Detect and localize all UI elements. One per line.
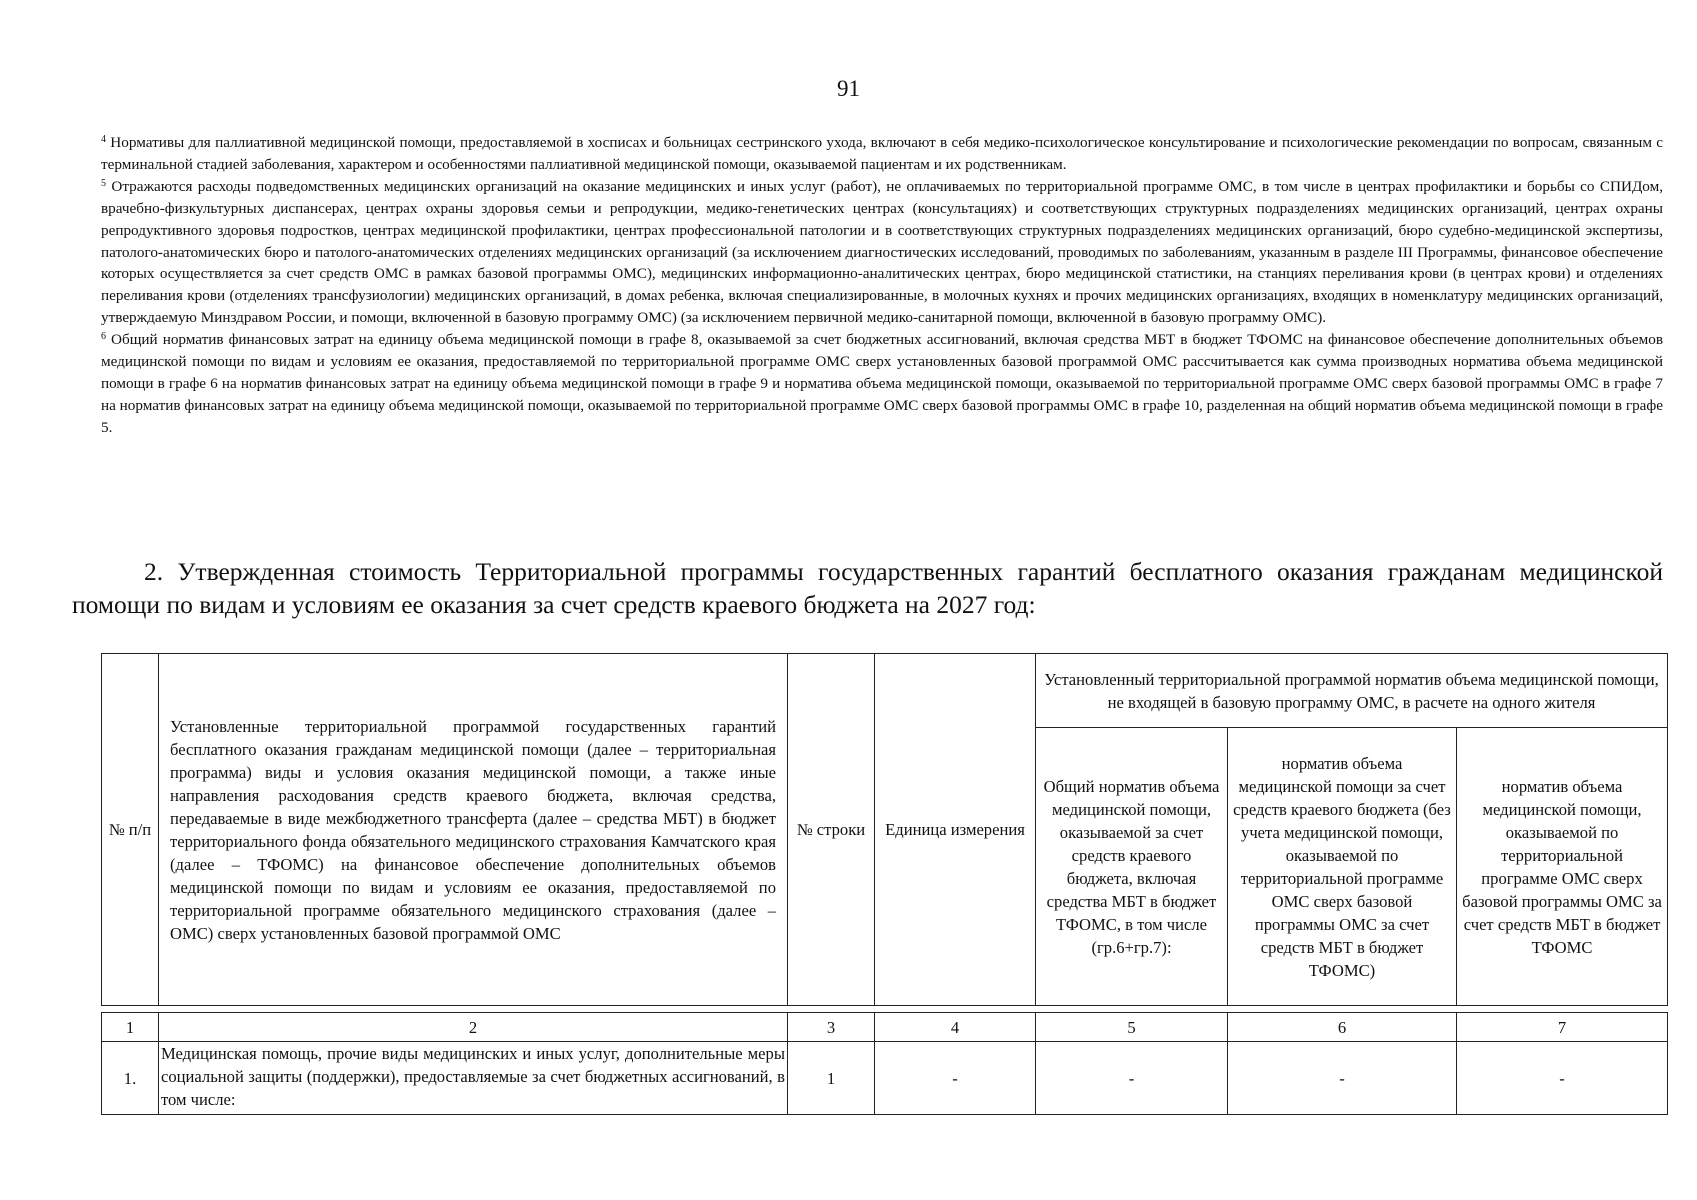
header-regional: норматив объема медицинской помощи за счет средств краевого бюджета (без учета медицинской помощи, оказываемой по территориальной программе ОМС сверх базовой программы ОМС за счет средств МБТ в бюджет ТФОМС) [1228, 728, 1457, 1006]
footnote-text: Отражаются расходы подведомственных медицинских организаций на оказание медицинских и иных услуг (работ), не оплачиваемых по территориальной программе ОМС, в том числе в центрах профилактики и борьбы со СПИДом, врачебно-физкультурных диспансерах, центрах охраны здоровья семьи и репродукции, медико-генетических центрах (консультациях) и соответствующих структурных подразделениях медицинских организаций, центрах охраны репродуктивного здоровья подростков, центрах медицинской профилактики, центрах профессиональной патологии и в соответствующих структурных подразделениях медицинских организаций, бюро судебно-медицинской экспертизы, патолого-анатомических бюро и патолого-анатомических отделениях медицинских организаций (за исключением диагностических исследований, проводимых по заболеваниям, указанным в разделе III Программы, финансовое обеспечение которых осуществляется за счет средств ОМС в рамках базовой программы ОМС), медицинских информационно-аналитических центрах, бюро медицинской статистики, на станциях переливания крови (в центрах крови) и отделениях переливания крови (отделениях трансфузиологии) медицинских организаций, в домах ребенка, включая специализированные, в молочных кухнях и прочих медицинских организациях, входящих в номенклатуру медицинских организаций, утверждаемую Минздравом России, и помощи, включенной в базовую программу ОМС) (за исключением первичной медико-санитарной помощи, включенной в базовую программу ОМС). [101, 177, 1664, 327]
row-unit: - [875, 1042, 1036, 1115]
column-number: 2 [159, 1013, 788, 1042]
footnote-mark: 5 [101, 177, 106, 189]
column-number: 1 [102, 1013, 159, 1042]
footnotes [101, 132, 1663, 439]
row-mbt: - [1457, 1042, 1668, 1115]
column-number: 4 [875, 1013, 1036, 1042]
header-unit: Единица измерения [875, 654, 1036, 1006]
footnote-4 [101, 132, 1663, 176]
table-row [102, 1042, 1668, 1115]
row-line-num: 1 [788, 1042, 875, 1115]
footnote-mark: 6 [101, 331, 106, 343]
row-desc: Медицинская помощь, прочие виды медицинских и иных услуг, дополнительные меры социальной защиты (поддержки), предоставляемые за счет бюджетных ассигнований, в том числе: [159, 1042, 788, 1115]
footnote-5 [101, 176, 1663, 329]
row-total: - [1036, 1042, 1228, 1115]
column-numbers-row [102, 1013, 1668, 1042]
header-row-num: № строки [788, 654, 875, 1006]
section-heading: 2. Утвержденная стоимость Территориальной программы государственных гарантий бесплатного оказания гражданам медицинской помощи по видам и условиям ее оказания за счет средств краевого бюджета на 2027 год: [72, 557, 1663, 619]
footnote-6 [101, 329, 1663, 439]
header-num: № п/п [102, 654, 159, 1006]
footnote-text: Общий норматив финансовых затрат на единицу объема медицинской помощи в графе 8, оказываемой за счет бюджетных ассигнований, включая средства МБТ в бюджет ТФОМС на финансовое обеспечение дополнительных объемов медицинской помощи по видам и условиям ее оказания, предоставляемой по территориальной программе ОМС сверх установленных базовой программой ОМС рассчитывается как сумма производных норматива объема медицинской помощи в графе 6 на норматив финансовых затрат на единицу объема медицинской помощи в графе 9 и норматива объема медицинской помощи, оказываемой по территориальной программе ОМС сверх базовой программы ОМС в графе 7 на норматив финансовых затрат на единицу объема медицинской помощи, оказываемой по территориальной программе ОМС сверх базовой программы ОМС в графе 10, разделенная на общий норматив объема медицинской помощи в графе 5. [101, 331, 1664, 436]
row-regional: - [1228, 1042, 1457, 1115]
header-total: Общий норматив объема медицинской помощи, оказываемой за счет средств краевого бюджета, включая средства МБТ в бюджет ТФОМС, в том числе (гр.6+гр.7): [1036, 728, 1228, 1006]
row-num: 1. [102, 1042, 159, 1115]
header-mbt: норматив объема медицинской помощи, оказываемой по территориальной программе ОМС сверх базовой программы ОМС за счет средств МБТ в бюджет ТФОМС [1457, 728, 1668, 1006]
page-number: 91 [837, 76, 860, 101]
footnote-text: Нормативы для паллиативной медицинской помощи, предоставляемой в хосписах и больницах сестринского ухода, включают в себя медико-психологическое консультирование и психологические рекомендации по вопросам, связанным с терминальной стадией заболевания, характером и особенностями паллиативной медицинской помощи, оказываемой пациентам и их родственникам. [101, 134, 1664, 173]
norm-table [101, 653, 1668, 1115]
footnote-mark: 4 [101, 134, 106, 145]
header-desc: Установленные территориальной программой государственных гарантий бесплатного оказания гражданам медицинской помощи (далее – территориальная программа) виды и условия оказания медицинской помощи, а также иные направления расходования средств краевого бюджета, включая средства, передаваемые в виде межбюджетного трансферта (далее – средства МБТ) в бюджет территориального фонда обязательного медицинского страхования Камчатского края (далее – ТФОМС) на финансовое обеспечение дополнительных объемов медицинской помощи по видам и условиям ее оказания, предоставляемой по территориальной программе обязательного медицинского страхования (далее – ОМС) сверх установленных базовой программой ОМС [159, 654, 788, 1006]
header-group: Установленный территориальной программой норматив объема медицинской помощи, не входящей в базовую программу ОМС, в расчете на одного жителя [1036, 654, 1668, 728]
column-number: 6 [1228, 1013, 1457, 1042]
column-number: 7 [1457, 1013, 1668, 1042]
header-spacer [102, 1006, 1668, 1013]
column-number: 5 [1036, 1013, 1228, 1042]
column-number: 3 [788, 1013, 875, 1042]
